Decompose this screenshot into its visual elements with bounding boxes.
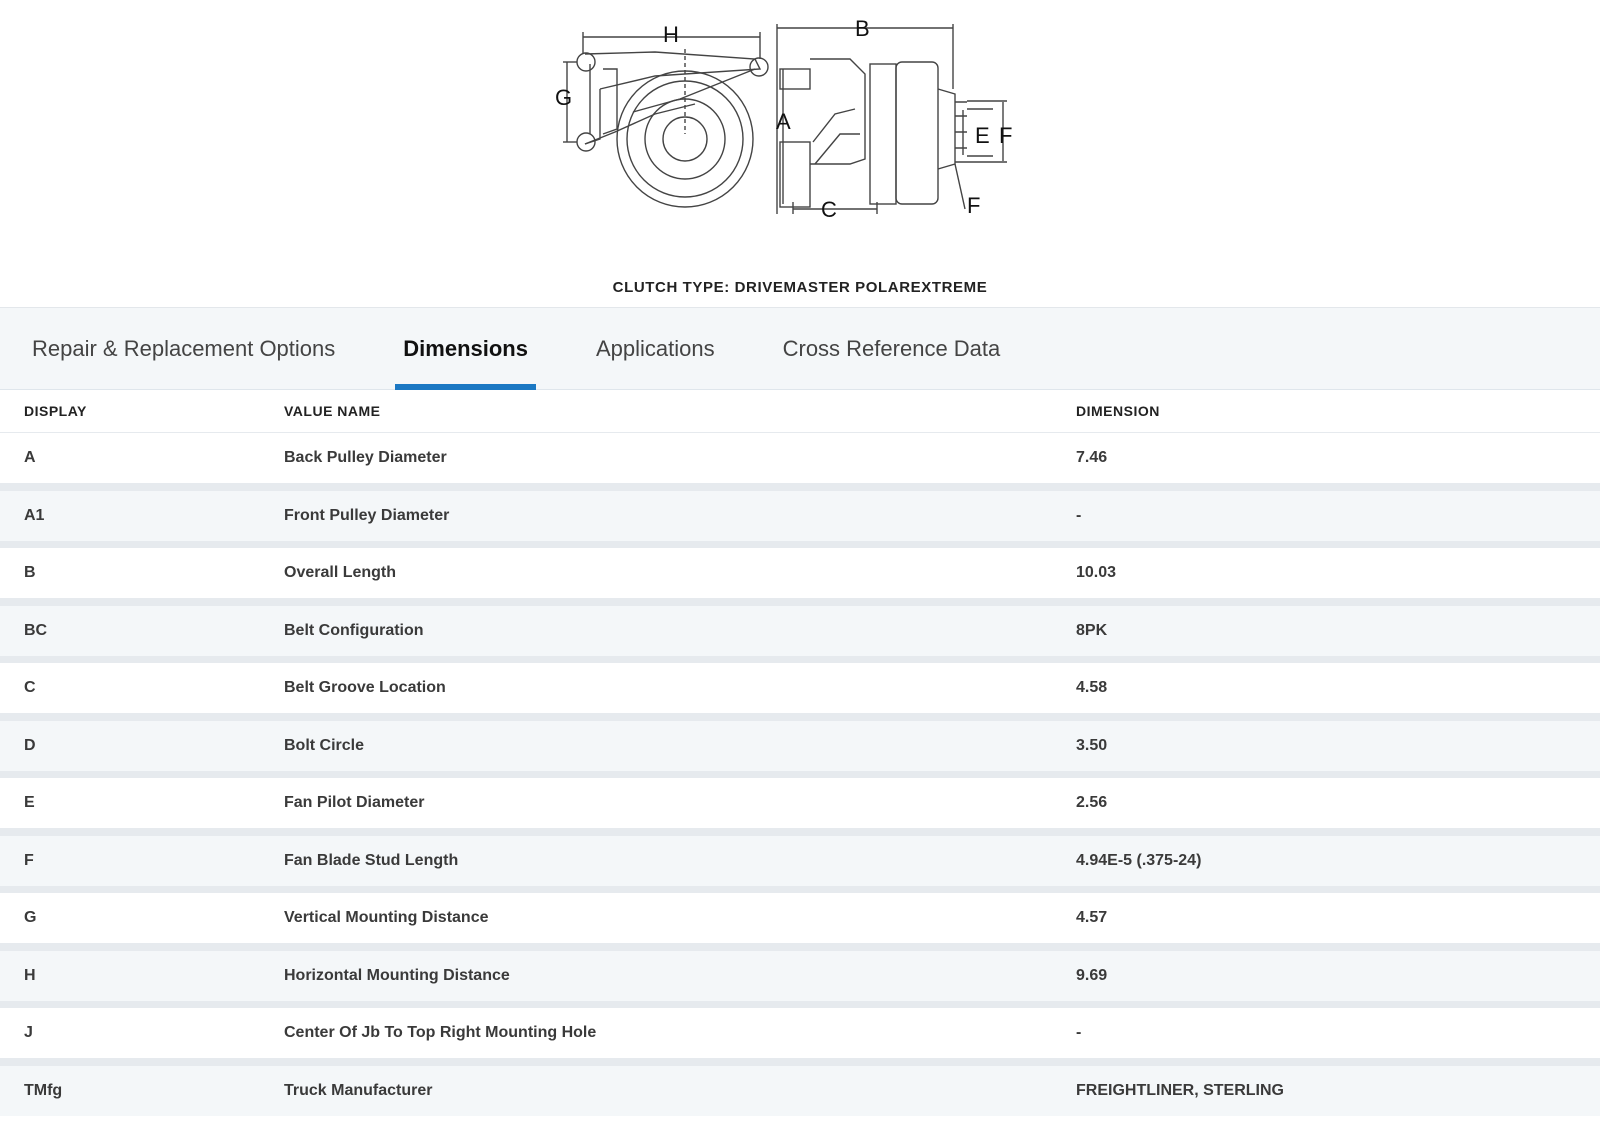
cell-display: TMfg bbox=[24, 1081, 63, 1099]
cell-dimension: 2.56 bbox=[1076, 794, 1108, 811]
cell-dimension: 4.94E-5 (.375-24) bbox=[1076, 851, 1202, 869]
table-row bbox=[0, 778, 1600, 828]
cell-dimension: 4.57 bbox=[1076, 909, 1108, 926]
tab-repair-replacement[interactable]: Repair & Replacement Options bbox=[32, 335, 336, 361]
cell-value-name: Overall Length bbox=[284, 564, 397, 581]
table-body bbox=[0, 433, 1600, 1116]
cell-display: H bbox=[24, 966, 36, 984]
cell-dimension: - bbox=[1076, 506, 1082, 524]
tab-applications[interactable]: Applications bbox=[595, 335, 715, 361]
cell-dimension: 4.58 bbox=[1076, 679, 1108, 696]
table-row bbox=[0, 663, 1600, 713]
cell-display: BC bbox=[24, 621, 48, 639]
cell-value-name: Fan Blade Stud Length bbox=[284, 851, 459, 869]
cell-display: A bbox=[24, 449, 36, 466]
dim-label-g: G bbox=[555, 85, 573, 110]
dim-label-f: F bbox=[999, 123, 1013, 148]
cell-display: E bbox=[24, 794, 35, 811]
product-figure bbox=[0, 0, 1600, 308]
cell-value-name: Vertical Mounting Distance bbox=[284, 909, 489, 926]
table-row bbox=[0, 951, 1600, 1001]
table-row bbox=[0, 606, 1600, 656]
header-dimension: DIMENSION bbox=[1076, 403, 1160, 419]
table-row bbox=[0, 1066, 1600, 1116]
dim-label-c: C bbox=[821, 197, 837, 222]
cell-dimension: 7.46 bbox=[1076, 449, 1108, 466]
cell-display: D bbox=[24, 736, 36, 754]
cell-value-name: Back Pulley Diameter bbox=[284, 449, 447, 466]
cell-display: A1 bbox=[24, 506, 45, 524]
table-row bbox=[0, 491, 1600, 541]
cell-value-name: Truck Manufacturer bbox=[284, 1081, 433, 1099]
header-value-name: VALUE NAME bbox=[284, 403, 381, 419]
dim-label-h: H bbox=[663, 22, 679, 47]
cell-value-name: Horizontal Mounting Distance bbox=[284, 966, 510, 984]
cell-display: B bbox=[24, 564, 36, 581]
cell-dimension: 3.50 bbox=[1076, 736, 1108, 754]
tab-bar bbox=[0, 308, 1600, 390]
tab-dimensions[interactable]: Dimensions bbox=[395, 308, 536, 389]
cell-display: G bbox=[24, 909, 37, 926]
cell-dimension: 9.69 bbox=[1076, 966, 1108, 984]
table-row bbox=[0, 836, 1600, 886]
table-header bbox=[0, 390, 1600, 433]
dimensions-table bbox=[0, 390, 1600, 1116]
cell-display: J bbox=[24, 1024, 33, 1041]
table-row bbox=[0, 1008, 1600, 1058]
clutch-dimension-diagram bbox=[555, 14, 1025, 229]
cell-value-name: Bolt Circle bbox=[284, 736, 365, 754]
dim-label-b: B bbox=[855, 16, 870, 41]
cell-dimension: 8PK bbox=[1076, 621, 1108, 639]
cell-dimension: 10.03 bbox=[1076, 564, 1117, 581]
dim-label-e: E bbox=[975, 123, 990, 148]
cell-value-name: Fan Pilot Diameter bbox=[284, 794, 425, 811]
clutch-type-caption: CLUTCH TYPE: DRIVEMASTER POLAREXTREME bbox=[612, 279, 988, 296]
table-row bbox=[0, 893, 1600, 943]
header-display: DISPLAY bbox=[24, 403, 87, 419]
cell-value-name: Center Of Jb To Top Right Mounting Hole bbox=[284, 1024, 597, 1041]
tab-cross-reference[interactable]: Cross Reference Data bbox=[782, 335, 1001, 361]
dim-label-a: A bbox=[776, 109, 791, 134]
dim-label-f-stud: F bbox=[967, 193, 981, 218]
table-row bbox=[0, 721, 1600, 771]
table-row bbox=[0, 433, 1600, 483]
cell-value-name: Belt Configuration bbox=[284, 621, 424, 639]
cell-display: C bbox=[24, 679, 36, 696]
table-row bbox=[0, 548, 1600, 598]
cell-value-name: Belt Groove Location bbox=[284, 679, 446, 696]
cell-display: F bbox=[24, 851, 34, 869]
cell-value-name: Front Pulley Diameter bbox=[284, 506, 450, 524]
cell-dimension: FREIGHTLINER, STERLING bbox=[1076, 1081, 1284, 1099]
cell-dimension: - bbox=[1076, 1024, 1082, 1041]
